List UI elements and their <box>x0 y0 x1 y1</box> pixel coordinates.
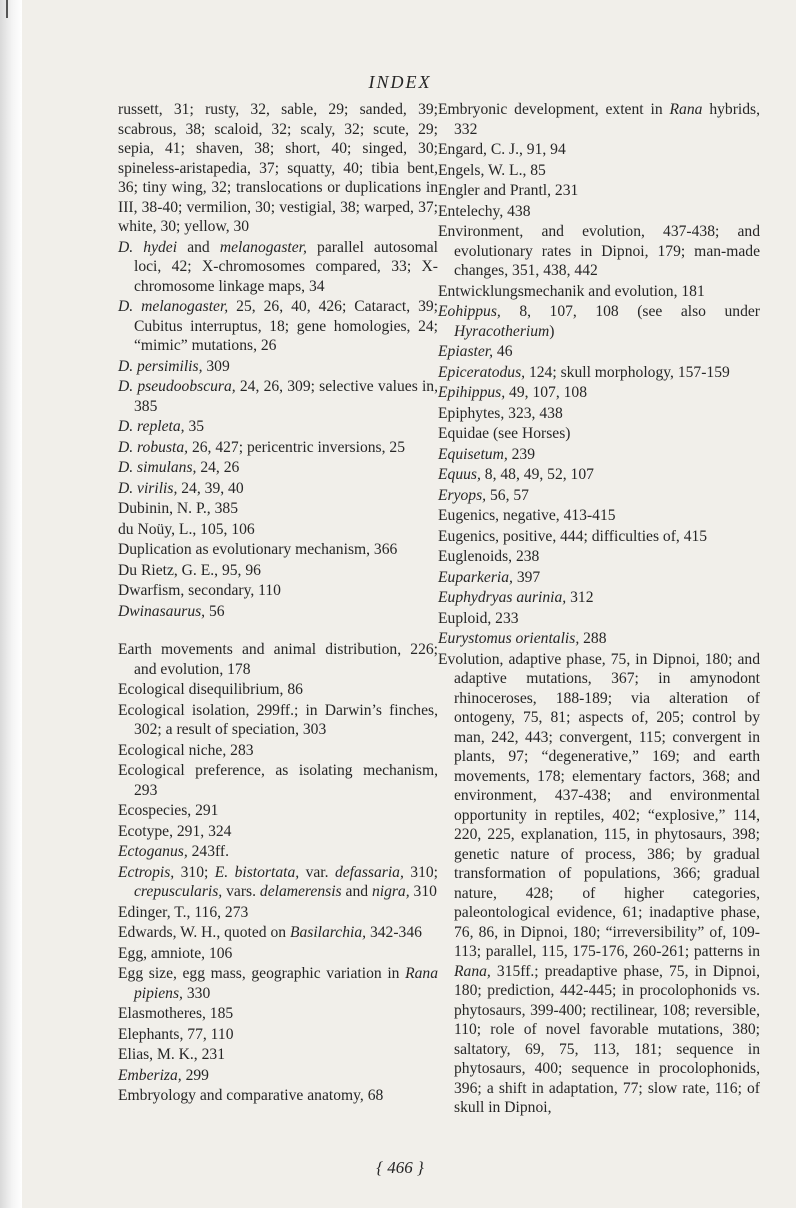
index-entry: Eurystomus orientalis, 288 <box>438 630 607 647</box>
index-entry: D. robusta, 26, 427; pericentric inversions, 25 <box>118 438 406 456</box>
index-entry: Epihippus, 49, 107, 108 <box>438 384 588 401</box>
index-entry: Egg size, egg mass, geographic variation in Rana pipiens, 330 <box>118 965 438 1002</box>
index-entry: Epiphytes, 323, 438 <box>438 404 563 422</box>
section-gap <box>118 622 438 640</box>
index-entry: Embryonic development, extent in Rana hybrids, 332 <box>438 101 761 138</box>
index-entry: Dwarfism, secondary, 110 <box>118 582 281 599</box>
index-entry: Ecological disequilibrium, 86 <box>118 681 303 698</box>
index-entry: Environment, and evolution, 437-438; and evolutionary rates in Dipnoi, 179; man-made changes, 351, 438, 442 <box>438 223 760 279</box>
index-entry: Edinger, T., 116, 273 <box>118 903 249 921</box>
index-entry: D. simulans, 24, 26 <box>118 459 240 476</box>
index-entry: Elephants, 77, 110 <box>118 1025 234 1043</box>
index-entry: Evolution, adaptive phase, 75, in Dipnoi, 180; and adaptive mutations, 367; in amynodont rhinoceroses, 188-189; via alteration of ontogeny, 75, 81; aspects of, 205; control by man, 242, 443; convergent, 115; convergent in plants, 97; “degenerative,” 169; and earth movements, 178; elementary factors, 368; and environment, 437-438; and environmental opportunity in reptiles, 402; “explosive,” 114, 220, 225, explanation, 115, in phytosaurs, 398; genetic nature of process, 386; by gradual transformation of populations, 366; gradual nature, 428; of higher categories, paleontological evidence, 61; inadaptive phase, 76, 86, in Dipnoi, 180; “irreversibility” of, 109-113; parallel, 115, 175-176, 260-261; patterns in Rana, 315ff.; preadaptive phase, 75, in Dipnoi, 180; prediction, 442-445; in procolophonids vs. phytosaurs, 399-400; rectilinear, 108; reversible, 110; role of novel favorable mutations, 380; saltatory, 69, 75, 113, 181; sequence in phytosaurs, 400; sequence in procolophonids, 396; a shift in adaptation, 77; slow rate, 116; of skull in Dipnoi, <box>438 650 760 1116</box>
index-entry: Euploid, 233 <box>438 609 519 627</box>
index-entry: Edwards, W. H., quoted on Basilarchia, 342-346 <box>118 924 422 941</box>
index-entry: Ecospecies, 291 <box>118 802 219 819</box>
page-gutter <box>0 0 22 1208</box>
index-entry: Dubinin, N. P., 385 <box>118 500 238 517</box>
index-entry: Emberiza, 299 <box>118 1066 209 1084</box>
index-entry: Dwinasaurus, 56 <box>118 602 225 620</box>
index-entry: D. virilis, 24, 39, 40 <box>118 479 244 497</box>
index-entry: Ecotype, 291, 324 <box>118 822 232 840</box>
index-entry: Duplication as evolutionary mechanism, 366 <box>118 541 398 558</box>
index-entry: D. repleta, 35 <box>118 418 205 435</box>
index-entry: Euparkeria, 397 <box>438 568 541 586</box>
index-entry: Ectoganus, 243ff. <box>118 843 230 860</box>
index-entry: Euglenoids, 238 <box>438 548 540 565</box>
index-entry: D. persimilis, 309 <box>118 357 230 375</box>
index-entry: Equus, 8, 48, 49, 52, 107 <box>438 466 594 483</box>
index-entry: Engler and Prantl, 231 <box>438 182 579 199</box>
gutter-mark <box>6 0 8 18</box>
index-entry: Elasmotheres, 185 <box>118 1005 234 1022</box>
index-entry: du Noüy, L., 105, 106 <box>118 520 255 538</box>
page-header: INDEX <box>368 72 432 92</box>
index-entry: Eugenics, positive, 444; difficulties of, 415 <box>438 527 708 545</box>
index-entry: Ectropis, 310; E. bistortata, var. defassaria, 310; crepuscularis, vars. delamerensis and nigra, 310 <box>118 863 439 900</box>
index-entry: russett, 31; rusty, 32, sable, 29; sanded, 39; scabrous, 38; scaloid, 32; scaly, 32; scute, 29; sepia, 41; shaven, 38; short, 40; singed, 30; spineless-aristapedia, 37; squatty, 40; tibia bent, 36; tiny wing, 32; translocations or duplications in III, 38-40; vermilion, 30; vestigial, 38; warped, 37; white, 30; yellow, 30 <box>118 101 438 235</box>
index-entry: Euphydryas aurinia, 312 <box>438 589 594 606</box>
index-entry: Equidae (see Horses) <box>438 425 571 442</box>
index-entry: Earth movements and animal distribution, 226; and evolution, 178 <box>118 641 438 678</box>
index-entry: Elias, M. K., 231 <box>118 1046 225 1063</box>
index-entry: D. hydei and melanogaster, parallel autosomal loci, 42; X-chromosomes compared, 33; X-chromosome linkage maps, 34 <box>118 238 439 295</box>
index-entry: Ecological preference, as isolating mechanism, 293 <box>118 762 438 799</box>
index-column-left <box>118 100 438 1107</box>
index-entry: Du Rietz, G. E., 95, 96 <box>118 561 261 579</box>
index-entry: Eryops, 56, 57 <box>438 486 529 504</box>
index-entry: Eugenics, negative, 413-415 <box>438 507 616 524</box>
index-entry: D. melanogaster, 25, 26, 40, 426; Cataract, 39; Cubitus interruptus, 18; gene homologies, 24; “mimic” mutations, 26 <box>118 298 439 354</box>
index-entry: Equisetum, 239 <box>438 445 536 463</box>
index-entry: Epiaster, 46 <box>438 343 513 360</box>
index-entry: Epiceratodus, 124; skull morphology, 157-159 <box>438 363 730 381</box>
index-entry: Entwicklungsmechanik and evolution, 181 <box>438 282 705 300</box>
index-column-right <box>438 100 760 1119</box>
index-entry: Embryology and comparative anatomy, 68 <box>118 1087 384 1104</box>
index-entry: Egg, amniote, 106 <box>118 944 233 962</box>
index-entry: Ecological niche, 283 <box>118 741 254 759</box>
index-entry: Ecological isolation, 299ff.; in Darwin’s finches, 302; a result of speciation, 303 <box>118 701 438 738</box>
page-number: { 466 } <box>376 1158 424 1177</box>
index-entry: Eohippus, 8, 107, 108 (see also under Hyracotherium) <box>438 303 760 340</box>
index-entry: Engels, W. L., 85 <box>438 161 546 179</box>
index-entry: D. pseudoobscura, 24, 26, 309; selective values in, 385 <box>118 378 438 415</box>
index-entry: Engard, C. J., 91, 94 <box>438 141 566 158</box>
index-entry: Entelechy, 438 <box>438 202 531 220</box>
